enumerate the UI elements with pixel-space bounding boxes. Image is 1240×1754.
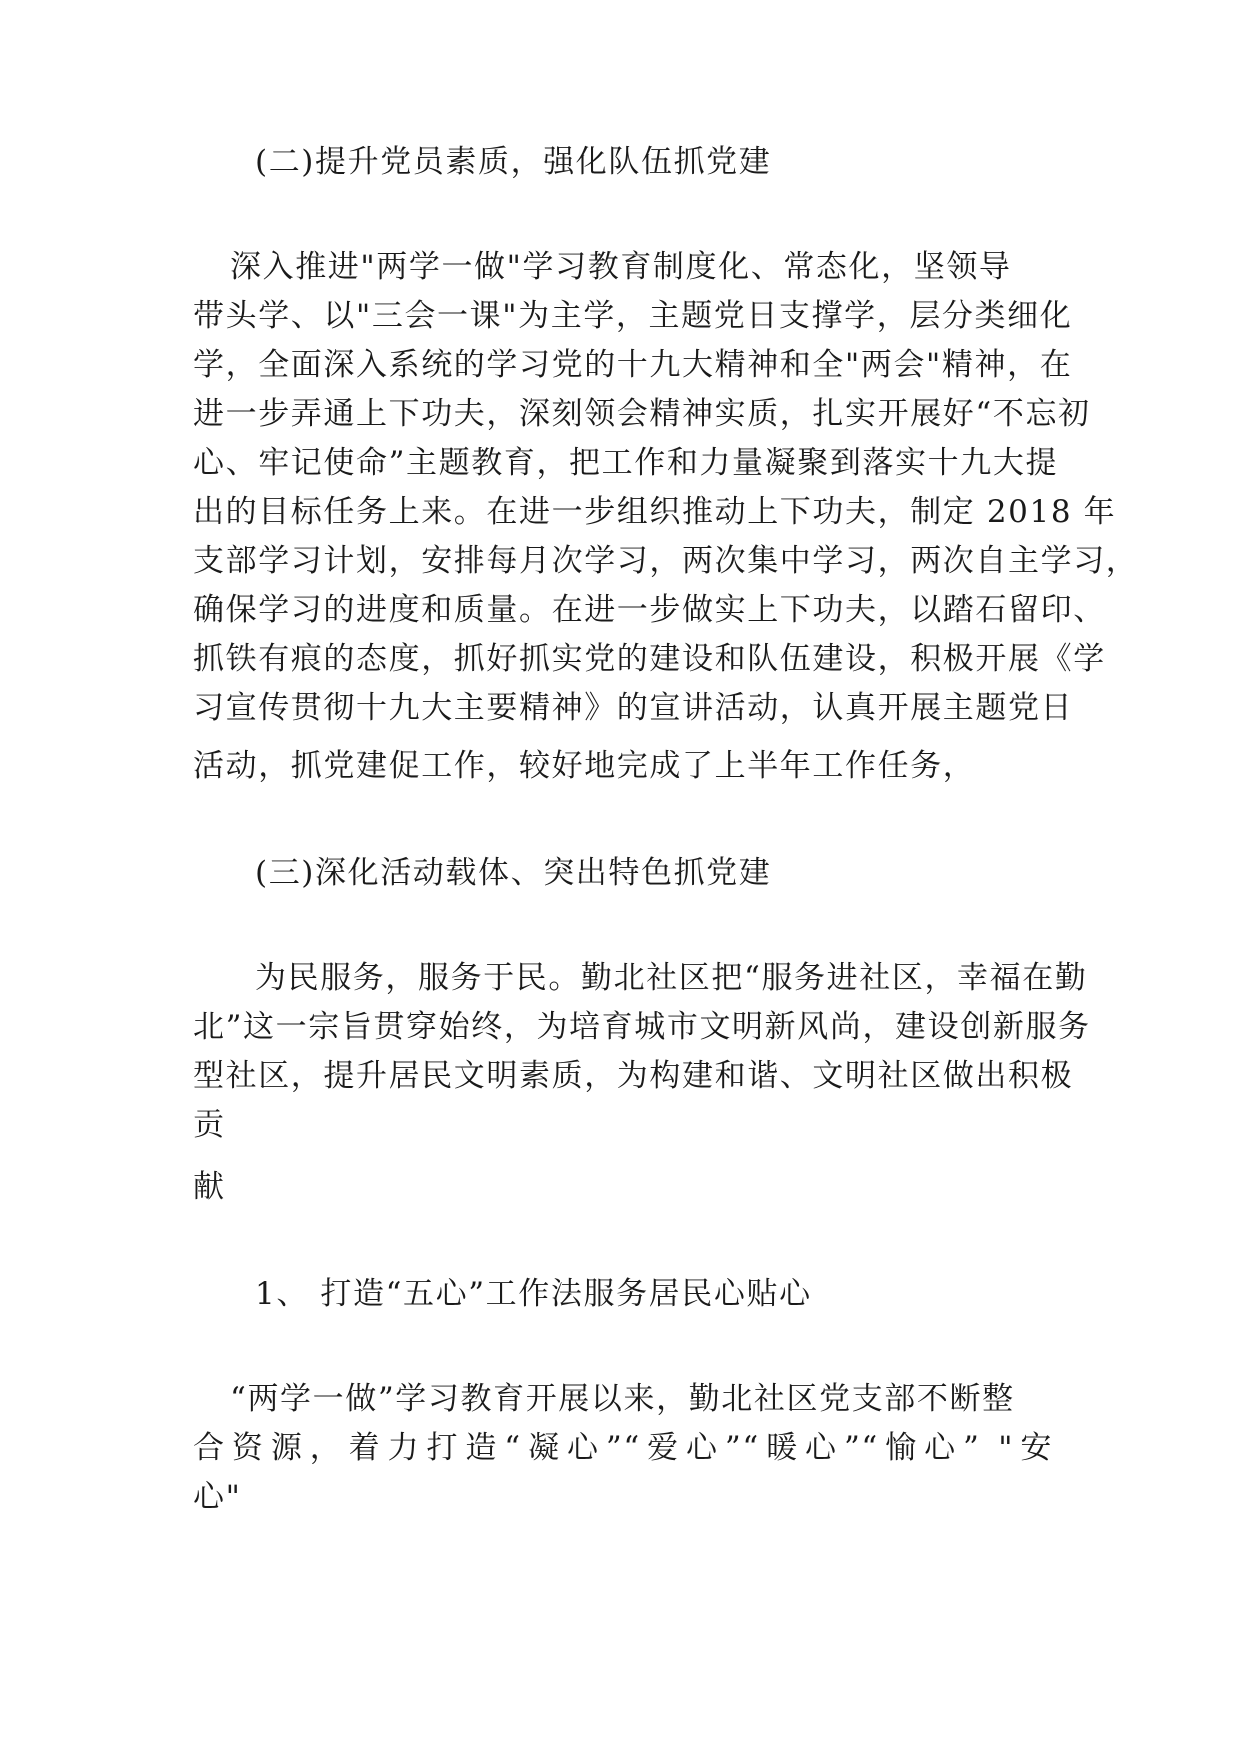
paragraph-1-line-2: 带头学、以"三会一课"为主学，主题党日支撑学，层分类细化 [193, 298, 1073, 334]
paragraph-2-line-1: 为民服务，服务于民。勤北社区把“服务进社区，幸福在勤 [255, 960, 1088, 996]
section-heading-2: (二)提升党员素质，强化队伍抓党建 [255, 144, 772, 180]
paragraph-1-line-5: 心、牢记使命”主题教育，把工作和力量凝聚到落实十九大提 [193, 445, 1059, 481]
paragraph-2-line-3: 型社区，提升居民文明素质，为构建和谐、文明社区做出积极 [193, 1058, 1074, 1094]
paragraph-3-line-2: 合资源，着力打造“凝心”“爱心”“暖心”“愉心” "安 [193, 1430, 1053, 1466]
paragraph-1-line-4: 进一步弄通上下功夫，深刻领会精神实质，扎实开展好“不忘初 [193, 396, 1091, 432]
section-heading-3: (三)深化活动载体、突出特色抓党建 [255, 855, 772, 891]
paragraph-1-line-9: 抓铁有痕的态度，抓好抓实党的建设和队伍建设，积极开展《学 [193, 641, 1106, 677]
paragraph-2-line-2: 北”这一宗旨贯穿始终，为培育城市文明新风尚，建设创新服务 [193, 1009, 1091, 1045]
paragraph-2-line-4: 贡 [193, 1107, 226, 1143]
paragraph-3-line-3: 心" [193, 1479, 242, 1515]
paragraph-1-line-10: 习宣传贯彻十九大主要精神》的宣讲活动，认真开展主题党日 [193, 690, 1074, 726]
paragraph-1-line-8: 确保学习的进度和质量。在进一步做实上下功夫，以踏石留印、 [193, 592, 1106, 628]
paragraph-2-line-5: 献 [193, 1169, 226, 1205]
paragraph-3-line-1: “两学一做”学习教育开展以来，勤北社区党支部不断整 [230, 1381, 1015, 1417]
paragraph-1-line-11: 活动，抓党建促工作，较好地完成了上半年工作任务， [193, 748, 976, 784]
paragraph-1-line-1: 深入推进"两学一做"学习教育制度化、常态化，坚领导 [230, 249, 1012, 285]
paragraph-1-line-7: 支部学习计划，安排每月次学习，两次集中学习，两次自主学习， [193, 543, 1139, 579]
paragraph-1-line-3: 学，全面深入系统的学习党的十九大精神和全"两会"精神，在 [193, 347, 1073, 383]
paragraph-1-line-6: 出的目标任务上来。在进一步组织推动上下功夫，制定 2018 年 [193, 494, 1117, 530]
numbered-subheading-1: 1、 打造“五心”工作法服务居民心贴心 [255, 1276, 812, 1312]
